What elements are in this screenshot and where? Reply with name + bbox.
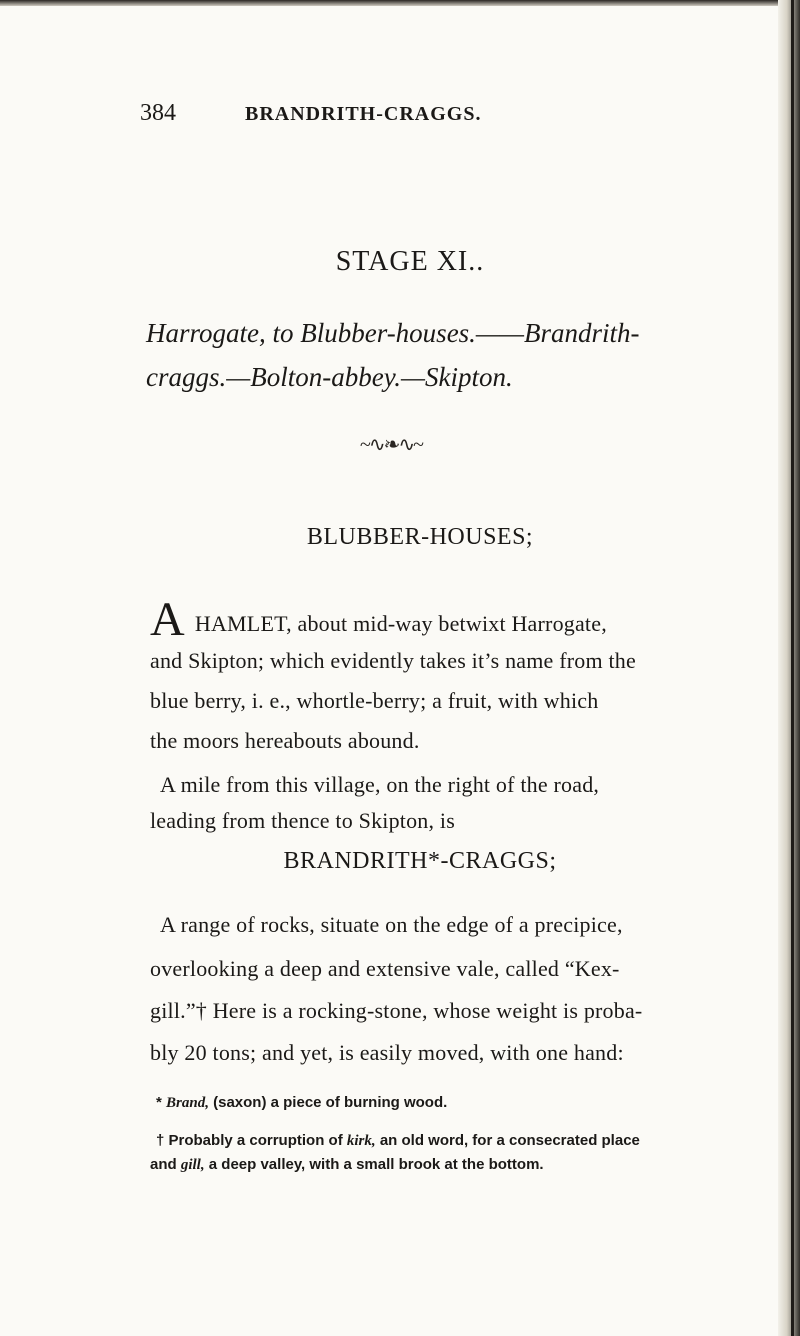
binding-shadow-line xyxy=(791,0,794,1336)
footnote-2-mark: † xyxy=(156,1132,165,1149)
footnote-2-line-2-term: gill, xyxy=(180,1157,205,1173)
running-title: BRANDRITH-CRAGGS. xyxy=(245,103,482,125)
section-heading-brandrith-craggs: BRANDRITH*-CRAGGS; xyxy=(283,848,557,874)
paragraph-2-line-2: leading from thence to Skipton, is xyxy=(150,808,455,833)
paragraph-3-line-1: A range of rocks, situate on the edge of a precipice, xyxy=(160,912,623,937)
stage-heading: STAGE XI.. xyxy=(335,246,485,277)
footnote-2-line-1 xyxy=(156,1132,640,1150)
footnote-2-post: an old word, for a consecrated place xyxy=(379,1132,640,1149)
footnote-1 xyxy=(156,1094,447,1112)
route-line-1: Harrogate, to Blubber-houses.——Brandrith- xyxy=(146,318,640,348)
paragraph-1-line-2: and Skipton; which evidently takes it’s name from the xyxy=(150,648,636,673)
footnote-2-line-2 xyxy=(150,1156,544,1174)
section-heading-blubber-houses: BLUBBER-HOUSES; xyxy=(306,524,534,550)
paragraph-3-line-3: gill.”† Here is a rocking-stone, whose weight is proba- xyxy=(150,998,643,1023)
page-top-edge xyxy=(0,0,800,6)
paragraph-1-line-1-text: HAMLET, about mid-way betwixt Harrogate, xyxy=(194,611,607,636)
paragraph-1-line-4: the moors hereabouts abound. xyxy=(150,728,420,753)
running-head xyxy=(140,100,740,140)
footnote-1-text: (saxon) a piece of burning wood. xyxy=(213,1094,448,1111)
footnote-2-line-2-pre: and xyxy=(150,1156,177,1173)
paragraph-1-line-3: blue berry, i. e., whortle-berry; a fruit, with which xyxy=(150,688,599,713)
paragraph-2-line-1: A mile from this village, on the right of the road, xyxy=(160,772,600,797)
route-line-2: craggs.—Bolton-abbey.—Skipton. xyxy=(146,362,513,392)
footnote-1-term: Brand, xyxy=(166,1095,209,1111)
footnote-2-pre: Probably a corruption of xyxy=(168,1132,343,1149)
footnote-1-mark: * xyxy=(156,1094,162,1111)
paragraph-1-line-1 xyxy=(150,592,607,646)
drop-cap: A xyxy=(150,593,185,646)
page-number: 384 xyxy=(140,100,176,126)
paragraph-3-line-4: bly 20 tons; and yet, is easily moved, with one hand: xyxy=(150,1040,624,1065)
ornament-divider: ~∿❧∿~ xyxy=(360,434,422,456)
footnote-2-line-2-post: a deep valley, with a small brook at the bottom. xyxy=(208,1156,544,1173)
page-binding-edge xyxy=(778,0,800,1336)
footnote-2-term: kirk, xyxy=(346,1133,376,1149)
paragraph-3-line-2: overlooking a deep and extensive vale, called “Kex- xyxy=(150,956,620,981)
